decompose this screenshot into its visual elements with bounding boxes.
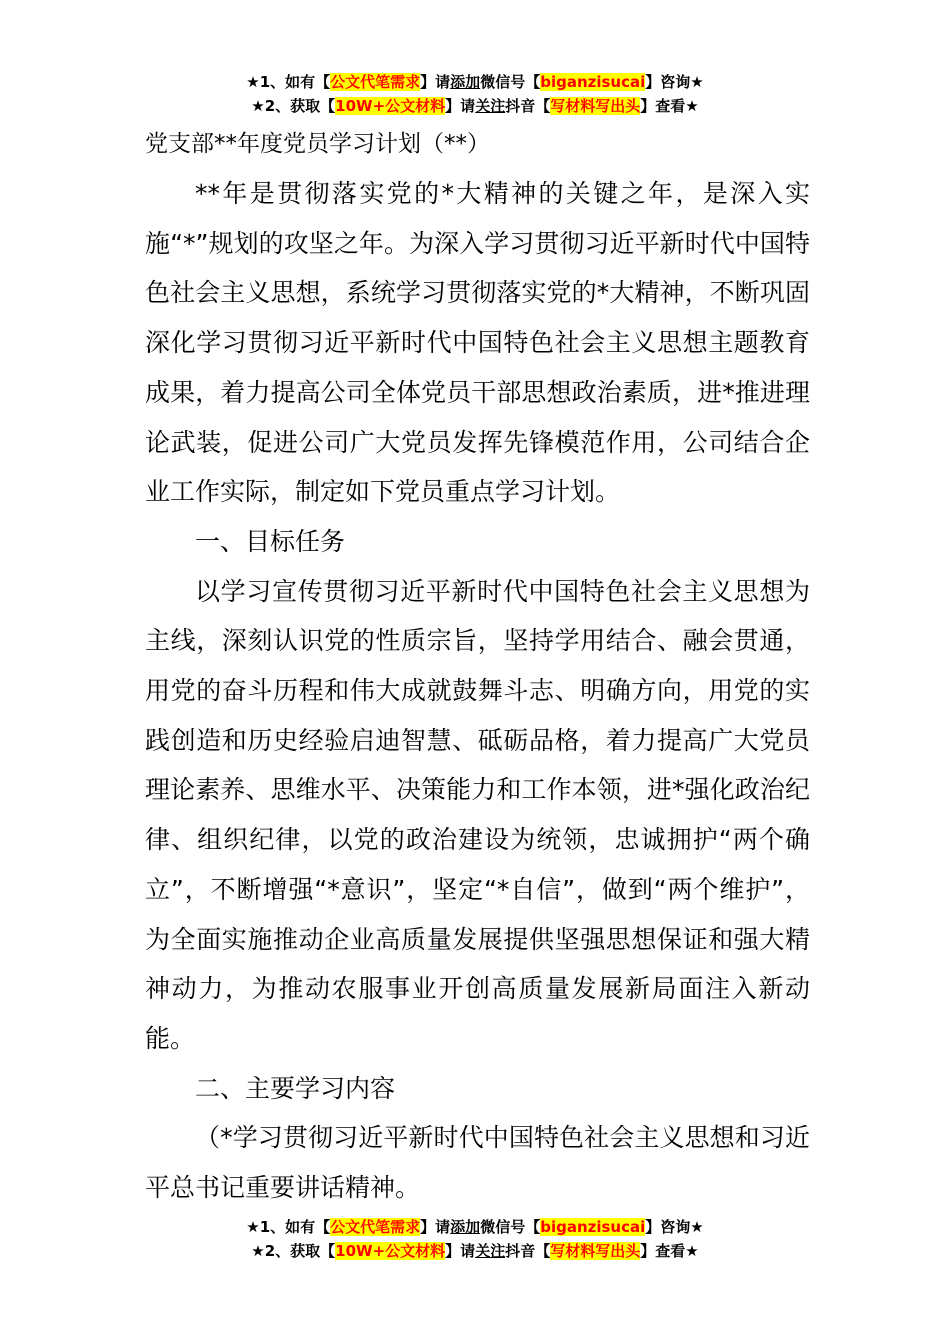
goals-paragraph: 以学习宣传贯彻习近平新时代中国特色社会主义思想为主线，深刻认识党的性质宗旨，坚持学用结合、融会贯通，用党的奋斗历程和伟大成就鼓舞斗志、明确方向，用党的实践创造和历史经验启迪智慧、砥砺品格，着力提高广大党员理论素养、思维水平、决策能力和工作本领，进*强化政治纪律、组织纪律，以党的政治建设为统领，忠诚拥护“两个确立”，不断增强“*意识”，坚定“*自信”，做到“两个维护”，为全面实施推动企业高质量发展提供坚强思想保证和强大精神动力，为推动农服事业开创高质量发展新局面注入新动能。 bbox=[145, 576, 810, 1053]
promo-text: 】查看 bbox=[640, 1242, 686, 1260]
promo-text: 1、如有【 bbox=[259, 73, 331, 91]
highlight-douyin-id: 写材料写出头 bbox=[550, 97, 641, 115]
promo-banner-bottom bbox=[0, 1215, 950, 1263]
underlined-follow: 关注 bbox=[475, 1242, 506, 1260]
promo-text: 抖音【 bbox=[505, 97, 551, 115]
promo-line-2 bbox=[0, 94, 950, 118]
highlight-materials: 10W+公文材料 bbox=[335, 97, 446, 115]
underlined-follow: 关注 bbox=[475, 97, 506, 115]
promo-text: 2、获取【 bbox=[264, 97, 336, 115]
promo-line-1 bbox=[0, 1215, 950, 1239]
promo-text: 】咨询 bbox=[645, 1218, 691, 1236]
promo-text: 2、获取【 bbox=[264, 1242, 336, 1260]
promo-text: 】查看 bbox=[640, 97, 686, 115]
highlight-service: 公文代笔需求 bbox=[330, 1218, 421, 1236]
highlight-douyin-id: 写材料写出头 bbox=[550, 1242, 641, 1260]
star-icon: ★ bbox=[685, 97, 699, 115]
star-icon: ★ bbox=[251, 97, 265, 115]
highlight-materials: 10W+公文材料 bbox=[335, 1242, 446, 1260]
star-icon: ★ bbox=[685, 1242, 699, 1260]
underlined-add: 添加 bbox=[450, 73, 481, 91]
promo-text: 】请 bbox=[420, 73, 451, 91]
document-body bbox=[145, 169, 810, 1213]
promo-text: 】咨询 bbox=[645, 73, 691, 91]
star-icon: ★ bbox=[246, 73, 260, 91]
content-paragraph: （*学习贯彻习近平新时代中国特色社会主义思想和习近平总书记重要讲话精神。 bbox=[145, 1123, 810, 1203]
promo-text: 】请 bbox=[445, 97, 476, 115]
section-heading-goals: 一、目标任务 bbox=[195, 526, 346, 556]
underlined-add: 添加 bbox=[450, 1218, 481, 1236]
promo-text: 】请 bbox=[445, 1242, 476, 1260]
promo-banner-top bbox=[0, 70, 950, 118]
star-icon: ★ bbox=[246, 1218, 260, 1236]
highlight-wechat-id: biganzisucai bbox=[540, 73, 646, 91]
highlight-service: 公文代笔需求 bbox=[330, 73, 421, 91]
promo-text: 1、如有【 bbox=[259, 1218, 331, 1236]
promo-text: 微信号【 bbox=[480, 73, 541, 91]
promo-text: 微信号【 bbox=[480, 1218, 541, 1236]
promo-line-2 bbox=[0, 1239, 950, 1263]
section-heading-content: 二、主要学习内容 bbox=[195, 1073, 396, 1103]
promo-line-1 bbox=[0, 70, 950, 94]
highlight-wechat-id: biganzisucai bbox=[540, 1218, 646, 1236]
intro-paragraph: **年是贯彻落实党的*大精神的关键之年，是深入实施“*”规划的攻坚之年。为深入学习贯彻习近平新时代中国特色社会主义思想，系统学习贯彻落实党的*大精神，不断巩固深化学习贯彻习近平新时代中国特色社会主义思想主题教育成果，着力提高公司全体党员干部思想政治素质，进*推进理论武装，促进公司广大党员发挥先锋模范作用，公司结合企业工作实际，制定如下党员重点学习计划。 bbox=[145, 179, 810, 507]
promo-text: 抖音【 bbox=[505, 1242, 551, 1260]
promo-text: 】请 bbox=[420, 1218, 451, 1236]
star-icon: ★ bbox=[690, 1218, 704, 1236]
star-icon: ★ bbox=[251, 1242, 265, 1260]
star-icon: ★ bbox=[690, 73, 704, 91]
document-title: 党支部**年度党员学习计划（**） bbox=[145, 131, 490, 157]
